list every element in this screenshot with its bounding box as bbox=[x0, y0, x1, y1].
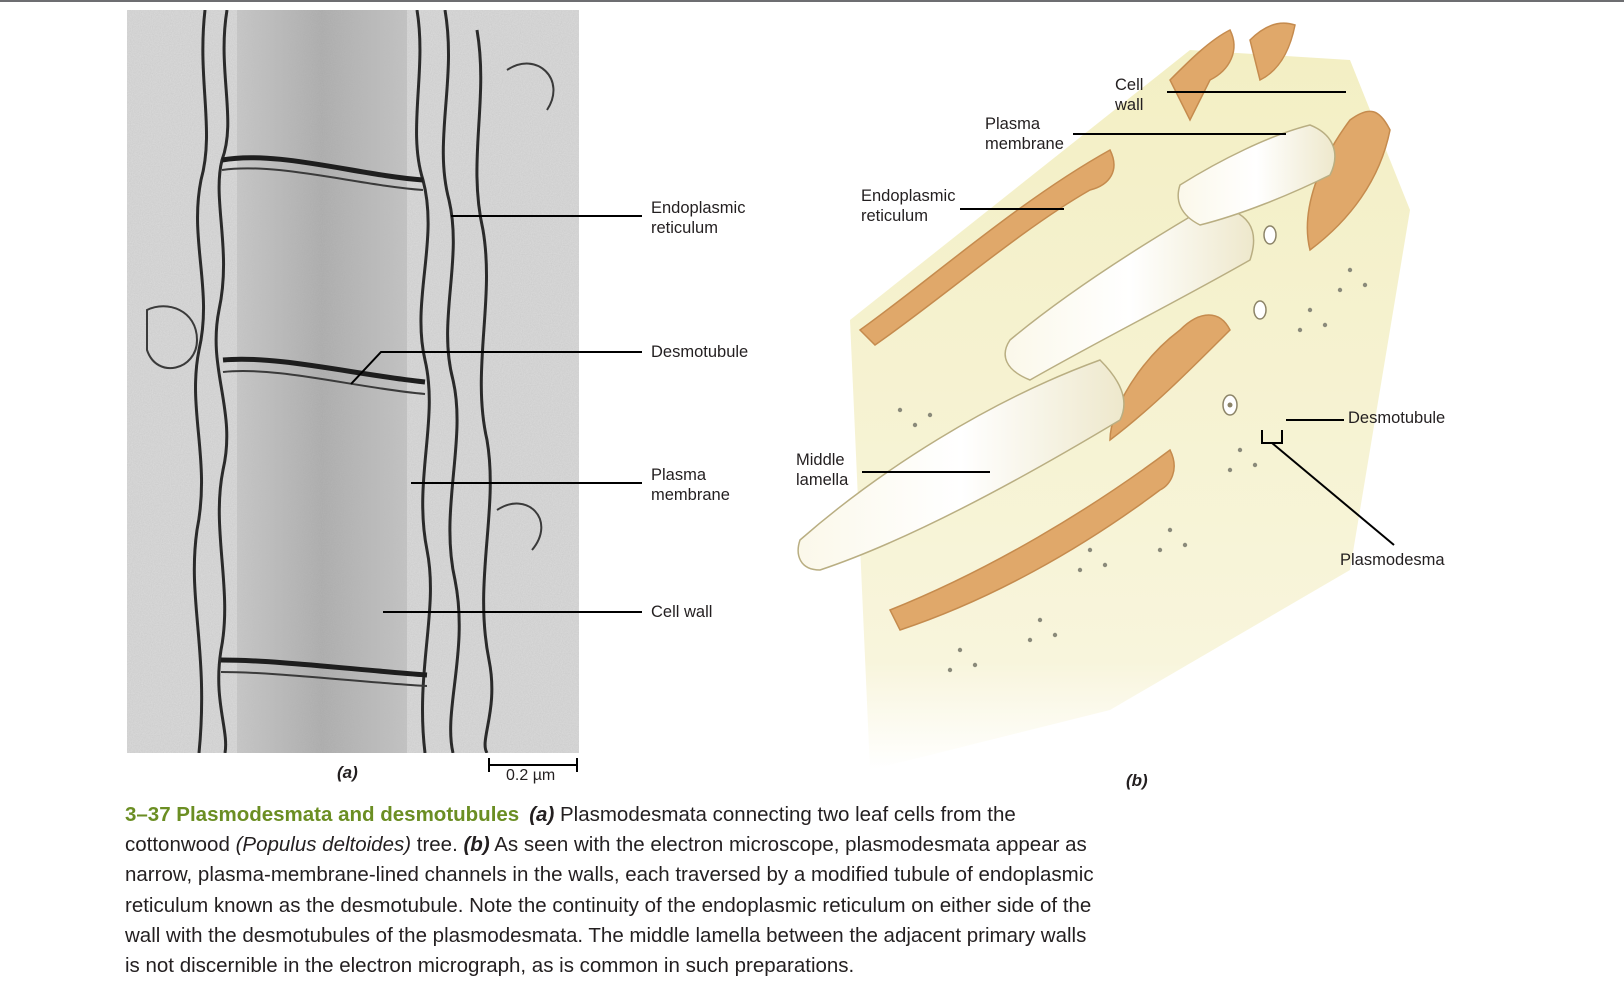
label-plasma-membrane-diagram: Plasma membrane bbox=[985, 115, 1064, 153]
label-desmotubule-micrograph: Desmotubule bbox=[651, 343, 749, 361]
label-plasma-membrane-micrograph: Plasma membrane bbox=[651, 466, 730, 504]
electron-micrograph bbox=[127, 10, 579, 753]
plasmodesmata-illustration bbox=[790, 10, 1624, 800]
label-er-micrograph: Endoplasmic reticulum bbox=[651, 199, 746, 237]
caption-species: (Populus deltoides) bbox=[235, 833, 412, 857]
panel-letter-a: (a) bbox=[337, 763, 358, 782]
caption-title: 3–37 Plasmodesmata and desmotubules bbox=[125, 803, 520, 826]
scale-bar-label: 0.2 µm bbox=[506, 767, 556, 784]
caption-marker-b: (b) bbox=[463, 833, 490, 857]
panel-letter-b: (b) bbox=[1126, 771, 1148, 790]
label-er-diagram: Endoplasmic reticulum bbox=[861, 187, 956, 225]
figure-caption bbox=[125, 800, 1105, 981]
label-desmotubule-diagram: Desmotubule bbox=[1348, 409, 1446, 427]
top-rule bbox=[0, 0, 1624, 2]
label-middle-lamella-diagram: Middle lamella bbox=[796, 451, 849, 489]
label-plasmodesma-diagram: Plasmodesma bbox=[1340, 551, 1445, 569]
label-cell-wall-diagram: Cell wall bbox=[1115, 76, 1144, 114]
caption-marker-a: (a) bbox=[529, 803, 555, 826]
label-cell-wall-micrograph: Cell wall bbox=[651, 603, 713, 621]
caption-text-b: As seen with the electron microscope, plasmodesmata appear as narrow, plasma-membrane-lined channels in the walls, each traversed by a modified tubule of endoplasmic reticulum known as the desmotubule. Note the continuity of the endoplasmic reticulum on either side of the wall with the desmotubules of the plasmodesmata. The middle lamella between the adjacent primary walls is not discernible in the electron micrograph, as is common in such preparations. bbox=[125, 833, 1094, 978]
caption-text-a1: Plasmodesmata connecting two leaf cells from the cottonwood bbox=[125, 803, 1016, 857]
caption-text-a2: tree. bbox=[411, 833, 464, 857]
